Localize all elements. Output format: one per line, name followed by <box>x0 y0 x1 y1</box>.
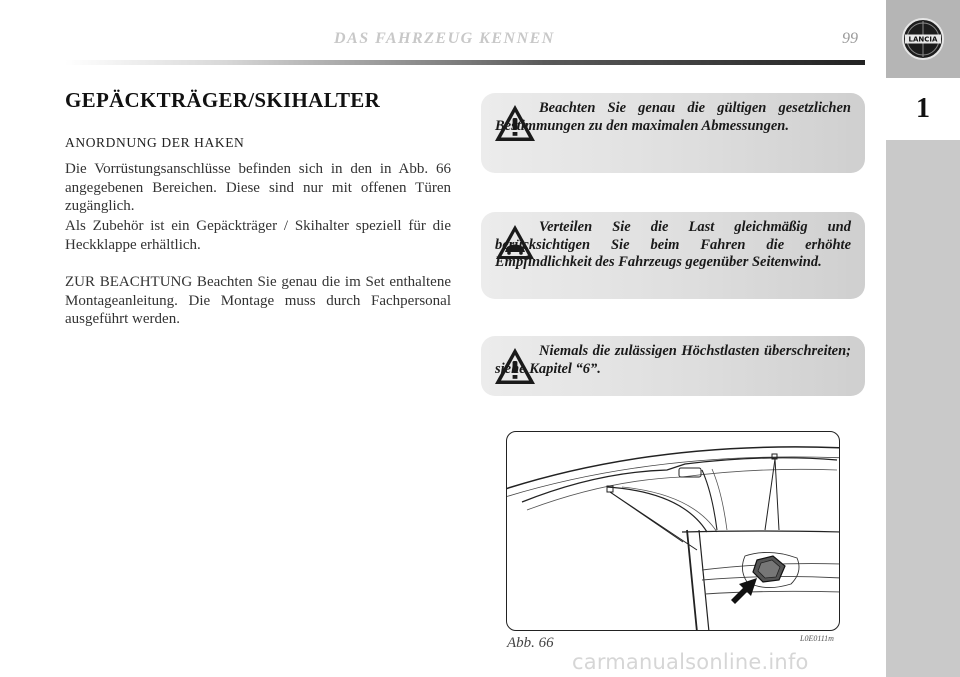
section-title: GEPÄCKTRÄGER/SKIHALTER <box>65 88 381 112</box>
roof-hook-illustration <box>507 432 840 631</box>
header-rule <box>65 60 865 65</box>
warning-text-load-distribution: Verteilen Sie die Last gleichmäßig und berücksichtigen Sie beim Fahren die erhöhte Empfindlichkeit des Fahrzeugs gegenüber Seitenwind. <box>495 219 851 270</box>
warning-text-max-load: Niemals die zulässigen Höchstlasten überschreiten; siehe Kapitel “6”. <box>495 343 851 377</box>
warning-box-load-distribution <box>481 212 865 299</box>
watermark: carmanualsonline.info <box>572 650 809 674</box>
chapter-number: 1 <box>886 78 960 140</box>
paragraph-accessory: Als Zubehör ist ein Gepäckträger / Skihalter speziell für die Heckklappe erhältlich. <box>65 218 451 253</box>
figure-caption: Abb. 66 <box>507 635 554 651</box>
subheading: ANORDNUNG DER HAKEN <box>65 135 245 150</box>
paragraph-attention-note: ZUR BEACHTUNG Beachten Sie genau die im Set enthaltene Montageanleitung. Die Montage muss durch Fachpersonal ausgeführt werden. <box>65 274 451 327</box>
paragraph-hook-location: Die Vorrüstungsanschlüsse befinden sich in den in Abb. 66 angegebenen Bereichen. Diese sind nur mit offenen Türen zugänglich. <box>65 161 451 214</box>
figure-code: L0E0111m <box>800 634 834 643</box>
warning-box-max-load <box>481 336 865 396</box>
figure-roof-hooks <box>506 431 840 631</box>
page-number: 99 <box>842 30 858 47</box>
running-header-title: DAS FAHRZEUG KENNEN <box>334 30 555 47</box>
warning-box-dimensions <box>481 93 865 173</box>
lancia-logo-icon <box>900 16 946 62</box>
brand-logo-area <box>886 0 960 78</box>
lancia-logo-text: LANCIA <box>908 35 938 44</box>
warning-text-dimensions: Beachten Sie genau die gültigen gesetzlichen Bestimmungen zu den maximalen Abmessungen. <box>495 100 851 134</box>
